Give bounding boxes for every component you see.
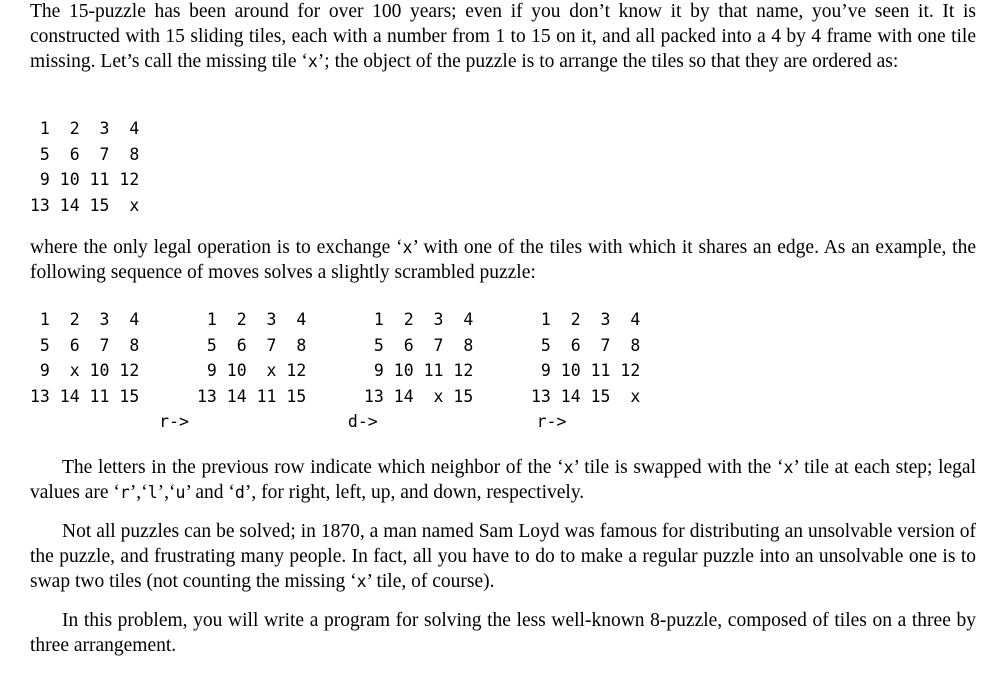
example-grid-1 <box>30 307 139 409</box>
code-r: r <box>119 483 130 502</box>
task-paragraph: In this problem, you will write a program for solving the less well-known 8-puzzle, composed of tiles on a three by three arrangement. <box>30 610 976 656</box>
grid-row: 13 14 x 15 <box>364 386 474 406</box>
code-x: x <box>356 572 367 591</box>
grid-row: 13 14 11 15 <box>197 386 307 406</box>
grid-row: 1 2 3 4 <box>531 310 641 329</box>
code-d: d <box>234 483 245 502</box>
grid-row: 1 2 3 4 <box>30 119 140 138</box>
grid-row: 5 6 7 8 <box>531 335 641 355</box>
letters-paragraph: The letters in the previous row indicate which neighbor of the ‘x’ tile is swapped with the ‘x’ tile at each step; legal values are ‘r’,‘l’,‘u’ and ‘d’, for right, left, up, and down, respectively. <box>30 457 976 503</box>
goal-puzzle-grid <box>30 116 139 218</box>
grid-row: 9 10 x 12 <box>197 361 307 380</box>
example-grid-4 <box>531 307 640 409</box>
grid-row: 13 14 15 x <box>531 386 641 406</box>
code-x: x <box>402 238 413 257</box>
rule-paragraph: where the only legal operation is to exchange ‘x’ with one of the tiles with which it shares an edge. As an example, the following sequence of moves solves a slightly scrambled puzzle: <box>30 237 976 283</box>
grid-row: 9 x 10 12 <box>30 361 140 380</box>
code-u: u <box>175 483 186 502</box>
example-grid-3 <box>364 307 473 409</box>
grid-row: 1 2 3 4 <box>30 310 140 329</box>
grid-row: 13 14 11 15 <box>30 386 140 406</box>
code-x: x <box>783 458 794 477</box>
grid-row: 9 10 11 12 <box>364 361 474 380</box>
move-sequence: r-> d-> r-> <box>30 412 567 431</box>
grid-row: 1 2 3 4 <box>364 310 474 329</box>
code-x: x <box>307 52 318 71</box>
example-grid-2 <box>197 307 306 409</box>
grid-row: 5 6 7 8 <box>30 335 140 355</box>
code-x: x <box>563 458 574 477</box>
grid-row: 5 6 7 8 <box>364 335 474 355</box>
grid-row: 9 10 11 12 <box>531 361 641 380</box>
grid-row: 5 6 7 8 <box>197 335 307 355</box>
grid-row: 1 2 3 4 <box>197 310 307 329</box>
loyd-paragraph: Not all puzzles can be solved; in 1870, a man named Sam Loyd was famous for distributing an unsolvable version of the puzzle, and frustrating many people. In fact, all you have to do to make a regular puzzle into an unsolvable one is to swap two tiles (not counting the missing ‘x’ tile, of course). <box>30 521 976 592</box>
intro-paragraph: The 15-puzzle has been around for over 100 years; even if you don’t know it by that name, you’ve seen it. It is constructed with 15 sliding tiles, each with a number from 1 to 15 on it, and all packed into a 4 by 4 frame with one tile missing. Let’s call the missing tile ‘x’; the object of the puzzle is to arrange the tiles so that they are ordered as: <box>30 1 976 72</box>
grid-row: 9 10 11 12 <box>30 170 140 189</box>
grid-row: 5 6 7 8 <box>30 144 140 164</box>
code-l: l <box>147 483 158 502</box>
grid-row: 13 14 15 x <box>30 195 140 215</box>
